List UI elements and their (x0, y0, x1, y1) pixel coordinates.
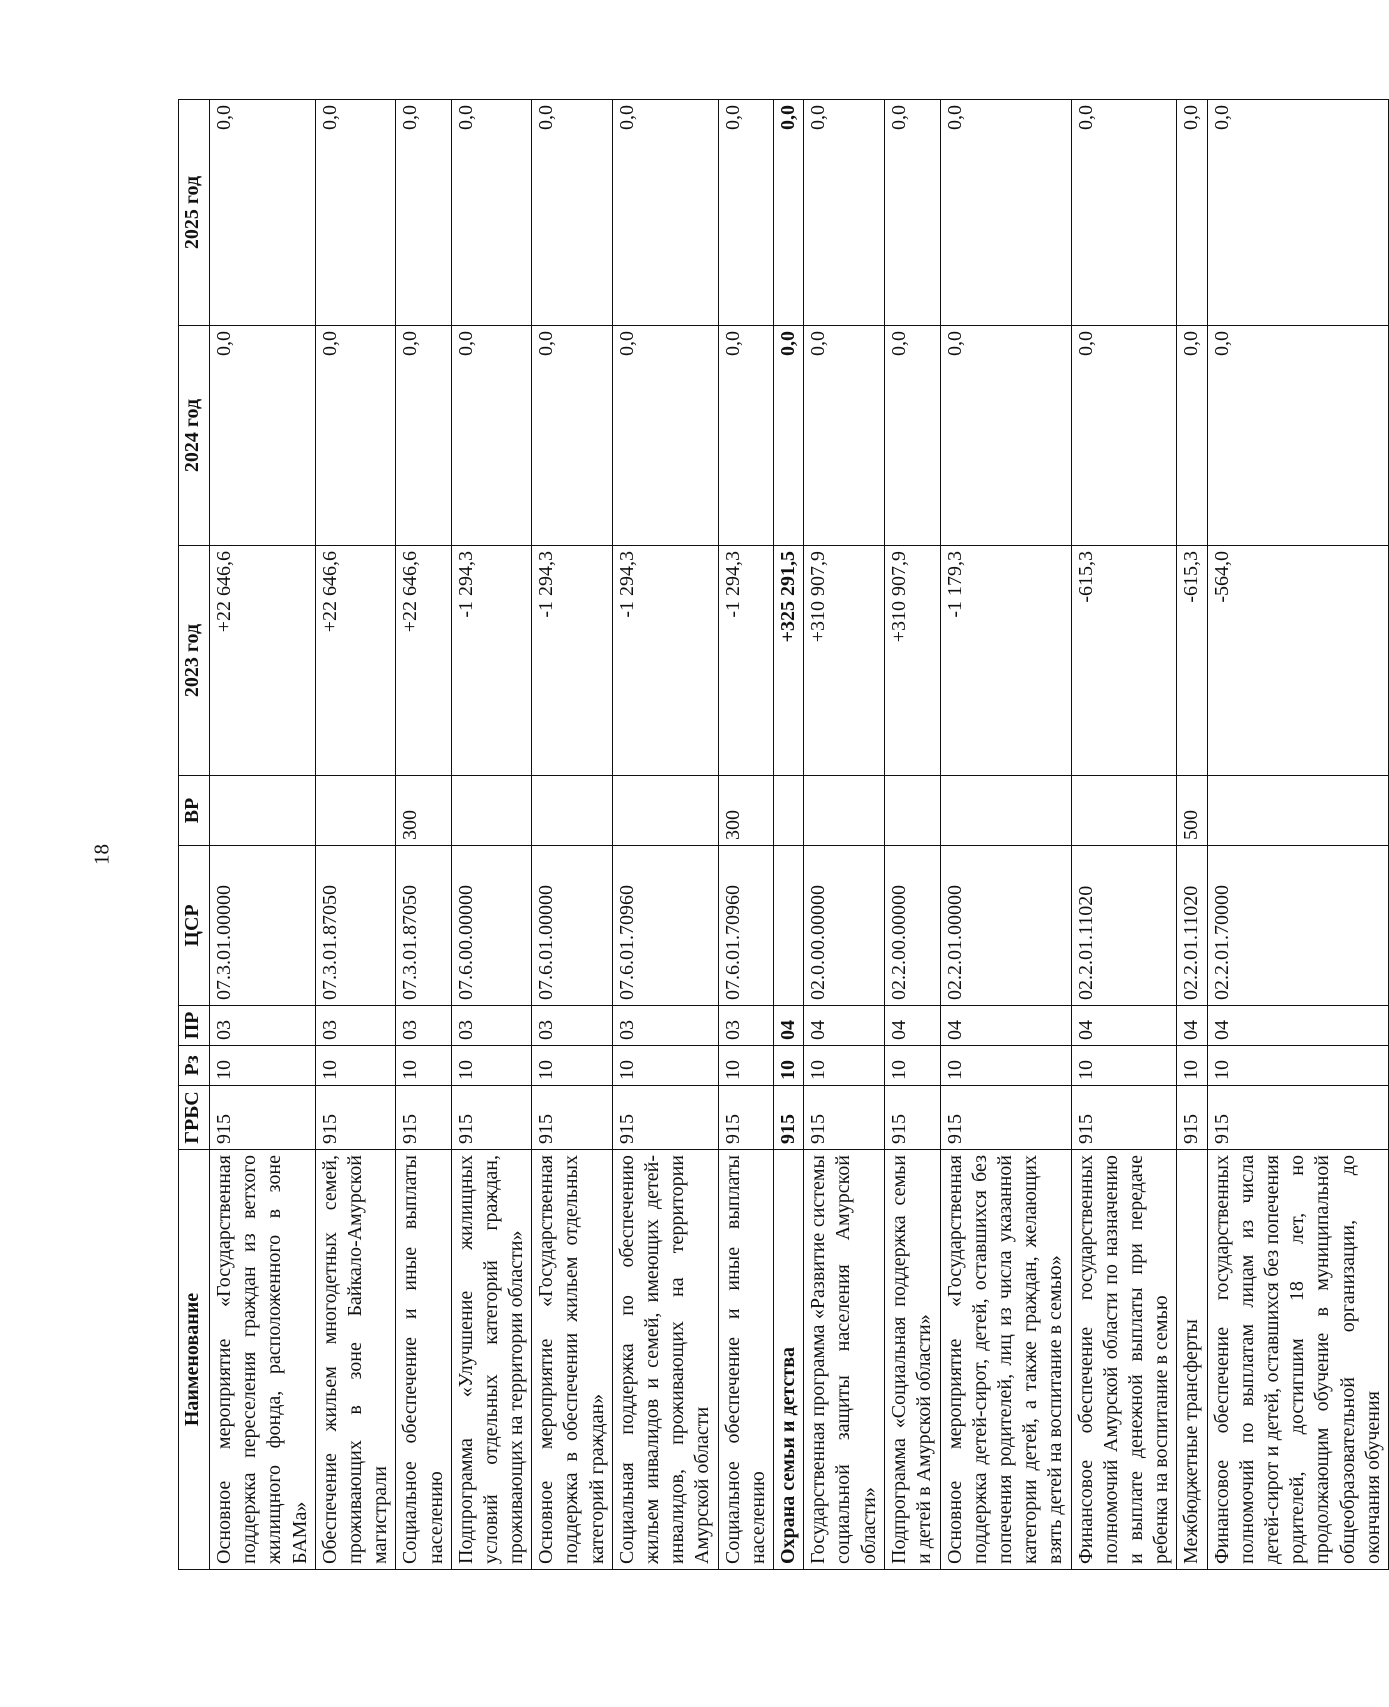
table-cell-vr: 300 (396, 776, 451, 846)
table-cell-2025: 0,0 (884, 100, 940, 326)
table-cell-2025: 0,0 (1177, 100, 1207, 326)
table-cell-grbs: 915 (1177, 1086, 1207, 1150)
table-cell-2024: 0,0 (804, 326, 885, 546)
rotated-table-container (178, 100, 1384, 1570)
table-cell-pr: 04 (884, 1006, 940, 1046)
table-row (612, 100, 718, 1570)
table-row (396, 100, 451, 1570)
table-cell-pr: 03 (315, 1006, 396, 1046)
table-cell-2024: 0,0 (612, 326, 718, 546)
table-cell-2023: +22 646,6 (396, 546, 451, 776)
table-cell-csr: 07.6.01.70960 (718, 846, 773, 1006)
table-header-row (179, 100, 210, 1570)
header-2025: 2025 год (179, 100, 210, 326)
table-cell-csr: 02.2.01.70000 (1207, 846, 1388, 1006)
table-cell-2025: 0,0 (210, 100, 316, 326)
table-row (1207, 100, 1388, 1570)
table-cell-rz: 10 (315, 1046, 396, 1086)
table-cell-2023: -1 179,3 (940, 546, 1071, 776)
table-cell-2025: 0,0 (451, 100, 532, 326)
table-cell-pr: 04 (1177, 1006, 1207, 1046)
table-cell-rz: 10 (210, 1046, 316, 1086)
table-cell-2023: +22 646,6 (210, 546, 316, 776)
table-cell-csr: 07.6.01.00000 (532, 846, 613, 1006)
table-cell-2023: +310 907,9 (884, 546, 940, 776)
table-cell-vr: 500 (1177, 776, 1207, 846)
table-cell-2024: 0,0 (940, 326, 1071, 546)
table-cell-2024: 0,0 (532, 326, 613, 546)
table-cell-vr (804, 776, 885, 846)
table-cell-pr: 03 (396, 1006, 451, 1046)
table-cell-name: Обеспечение жильем многодетных семей, проживающих в зоне Байкало-Амурской магистрали (315, 1150, 396, 1570)
table-cell-csr: 07.3.01.87050 (315, 846, 396, 1006)
table-cell-vr (315, 776, 396, 846)
table-cell-rz: 10 (718, 1046, 773, 1086)
table-cell-2023: +22 646,6 (315, 546, 396, 776)
table-cell-2023: -1 294,3 (451, 546, 532, 776)
table-cell-name: Государственная программа «Развитие системы социальной защиты населения Амурской области» (804, 1150, 885, 1570)
table-cell-csr (773, 846, 803, 1006)
table-cell-name: Финансовое обеспечение государственных полномочий Амурской области по назначению и выплате денежной выплаты при передаче ребенка на воспитание в семью (1071, 1150, 1177, 1570)
header-vr: ВР (179, 776, 210, 846)
table-cell-2025: 0,0 (804, 100, 885, 326)
table-cell-vr (773, 776, 803, 846)
table-row (451, 100, 532, 1570)
table-cell-grbs: 915 (396, 1086, 451, 1150)
header-name: Наименование (179, 1150, 210, 1570)
table-cell-vr (210, 776, 316, 846)
table-cell-vr (1071, 776, 1177, 846)
table-cell-rz: 10 (612, 1046, 718, 1086)
table-cell-2024: 0,0 (1207, 326, 1388, 546)
table-cell-csr: 07.6.01.70960 (612, 846, 718, 1006)
header-grbs: ГРБС (179, 1086, 210, 1150)
table-cell-pr: 04 (940, 1006, 1071, 1046)
table-cell-grbs: 915 (315, 1086, 396, 1150)
table-cell-2023: -1 294,3 (718, 546, 773, 776)
table-cell-2024: 0,0 (1177, 326, 1207, 546)
table-row (1071, 100, 1177, 1570)
table-cell-name: Основное мероприятие «Государственная поддержка переселения граждан из ветхого жилищного фонда, расположенного в зоне БАМа» (210, 1150, 316, 1570)
table-cell-rz: 10 (1071, 1046, 1177, 1086)
table-cell-grbs: 915 (1071, 1086, 1177, 1150)
table-cell-rz: 10 (804, 1046, 885, 1086)
table-row (884, 100, 940, 1570)
table-cell-name: Подпрограмма «Улучшение жилищных условий отдельных категорий граждан, проживающих на территории области» (451, 1150, 532, 1570)
table-cell-2024: 0,0 (210, 326, 316, 546)
table-row (210, 100, 316, 1570)
table-cell-pr: 03 (718, 1006, 773, 1046)
table-cell-rz: 10 (532, 1046, 613, 1086)
table-cell-2023: -615,3 (1177, 546, 1207, 776)
table-cell-name: Межбюджетные трансферты (1177, 1150, 1207, 1570)
table-cell-2025: 0,0 (315, 100, 396, 326)
table-cell-name: Основное мероприятие «Государственная поддержка в обеспечении жильем отдельных категорий граждан» (532, 1150, 613, 1570)
table-cell-pr: 03 (451, 1006, 532, 1046)
table-cell-pr: 03 (612, 1006, 718, 1046)
table-cell-csr: 02.0.00.00000 (804, 846, 885, 1006)
header-2023: 2023 год (179, 546, 210, 776)
table-cell-vr (451, 776, 532, 846)
table-cell-rz: 10 (451, 1046, 532, 1086)
table-cell-2024: 0,0 (315, 326, 396, 546)
table-cell-2023: -1 294,3 (532, 546, 613, 776)
table-cell-2024: 0,0 (396, 326, 451, 546)
budget-table (178, 99, 1389, 1570)
header-rz: Рз (179, 1046, 210, 1086)
table-cell-2024: 0,0 (884, 326, 940, 546)
table-cell-grbs: 915 (532, 1086, 613, 1150)
table-cell-grbs: 915 (451, 1086, 532, 1150)
table-cell-name: Социальная поддержка по обеспечению жильем инвалидов и семей, имеющих детей-инвалидов, проживающих на территории Амурской области (612, 1150, 718, 1570)
table-cell-2024: 0,0 (1071, 326, 1177, 546)
table-cell-pr: 04 (1071, 1006, 1177, 1046)
table-cell-name: Социальное обеспечение и иные выплаты населению (718, 1150, 773, 1570)
table-cell-csr: 02.2.00.00000 (884, 846, 940, 1006)
table-cell-vr (940, 776, 1071, 846)
table-cell-csr: 07.3.01.00000 (210, 846, 316, 1006)
table-cell-grbs: 915 (1207, 1086, 1388, 1150)
table-cell-2025: 0,0 (1071, 100, 1177, 326)
table-row (532, 100, 613, 1570)
table-row (1177, 100, 1207, 1570)
table-cell-vr: 300 (718, 776, 773, 846)
table-cell-rz: 10 (884, 1046, 940, 1086)
table-cell-rz: 10 (1207, 1046, 1388, 1086)
table-cell-grbs: 915 (940, 1086, 1071, 1150)
table-cell-2024: 0,0 (451, 326, 532, 546)
table-cell-2025: 0,0 (1207, 100, 1388, 326)
table-row (804, 100, 885, 1570)
table-cell-2025: 0,0 (396, 100, 451, 326)
table-cell-grbs: 915 (884, 1086, 940, 1150)
table-row (718, 100, 773, 1570)
table-cell-pr: 03 (532, 1006, 613, 1046)
table-cell-rz: 10 (1177, 1046, 1207, 1086)
table-cell-grbs: 915 (718, 1086, 773, 1150)
table-cell-grbs: 915 (773, 1086, 803, 1150)
table-cell-2024: 0,0 (718, 326, 773, 546)
table-cell-pr: 04 (773, 1006, 803, 1046)
table-cell-2025: 0,0 (940, 100, 1071, 326)
table-cell-2025: 0,0 (612, 100, 718, 326)
table-cell-pr: 03 (210, 1006, 316, 1046)
table-cell-csr: 02.2.01.11020 (1177, 846, 1207, 1006)
table-cell-2025: 0,0 (532, 100, 613, 326)
table-cell-name: Охрана семьи и детства (773, 1150, 803, 1570)
table-cell-2023: -564,0 (1207, 546, 1388, 776)
table-cell-csr: 07.3.01.87050 (396, 846, 451, 1006)
table-cell-2023: -615,3 (1071, 546, 1177, 776)
table-cell-rz: 10 (940, 1046, 1071, 1086)
table-cell-csr: 02.2.01.00000 (940, 846, 1071, 1006)
table-cell-2024: 0,0 (773, 326, 803, 546)
table-cell-vr (612, 776, 718, 846)
table-cell-2023: +325 291,5 (773, 546, 803, 776)
table-cell-2025: 0,0 (718, 100, 773, 326)
table-cell-name: Основное мероприятие «Государственная поддержка детей-сирот, детей, оставшихся без попечения родителей, лиц из числа указанной категории детей, а также граждан, желающих взять детей на воспитание в семью» (940, 1150, 1071, 1570)
table-cell-name: Социальное обеспечение и иные выплаты населению (396, 1150, 451, 1570)
page-number: 18 (89, 844, 114, 865)
table-cell-name: Подпрограмма «Социальная поддержка семьи и детей в Амурской области» (884, 1150, 940, 1570)
table-cell-grbs: 915 (612, 1086, 718, 1150)
table-cell-name: Финансовое обеспечение государственных полномочий по выплатам лицам из числа детей-сирот и детей, оставшихся без попечения родителей, достигшим 18 лет, но продолжающим обучение в муниципальной общеобразовательной организации, до окончания обучения (1207, 1150, 1388, 1570)
table-cell-2025: 0,0 (773, 100, 803, 326)
header-2024: 2024 год (179, 326, 210, 546)
table-cell-grbs: 915 (804, 1086, 885, 1150)
table-cell-rz: 10 (396, 1046, 451, 1086)
table-row (940, 100, 1071, 1570)
table-cell-rz: 10 (773, 1046, 803, 1086)
table-cell-grbs: 915 (210, 1086, 316, 1150)
table-row (773, 100, 803, 1570)
table-cell-vr (532, 776, 613, 846)
table-cell-vr (1207, 776, 1388, 846)
table-cell-2023: +310 907,9 (804, 546, 885, 776)
table-cell-vr (884, 776, 940, 846)
header-pr: ПР (179, 1006, 210, 1046)
table-cell-csr: 07.6.00.00000 (451, 846, 532, 1006)
table-cell-2023: -1 294,3 (612, 546, 718, 776)
table-cell-csr: 02.2.01.11020 (1071, 846, 1177, 1006)
table-cell-pr: 04 (1207, 1006, 1388, 1046)
table-cell-pr: 04 (804, 1006, 885, 1046)
table-row (315, 100, 396, 1570)
header-csr: ЦСР (179, 846, 210, 1006)
